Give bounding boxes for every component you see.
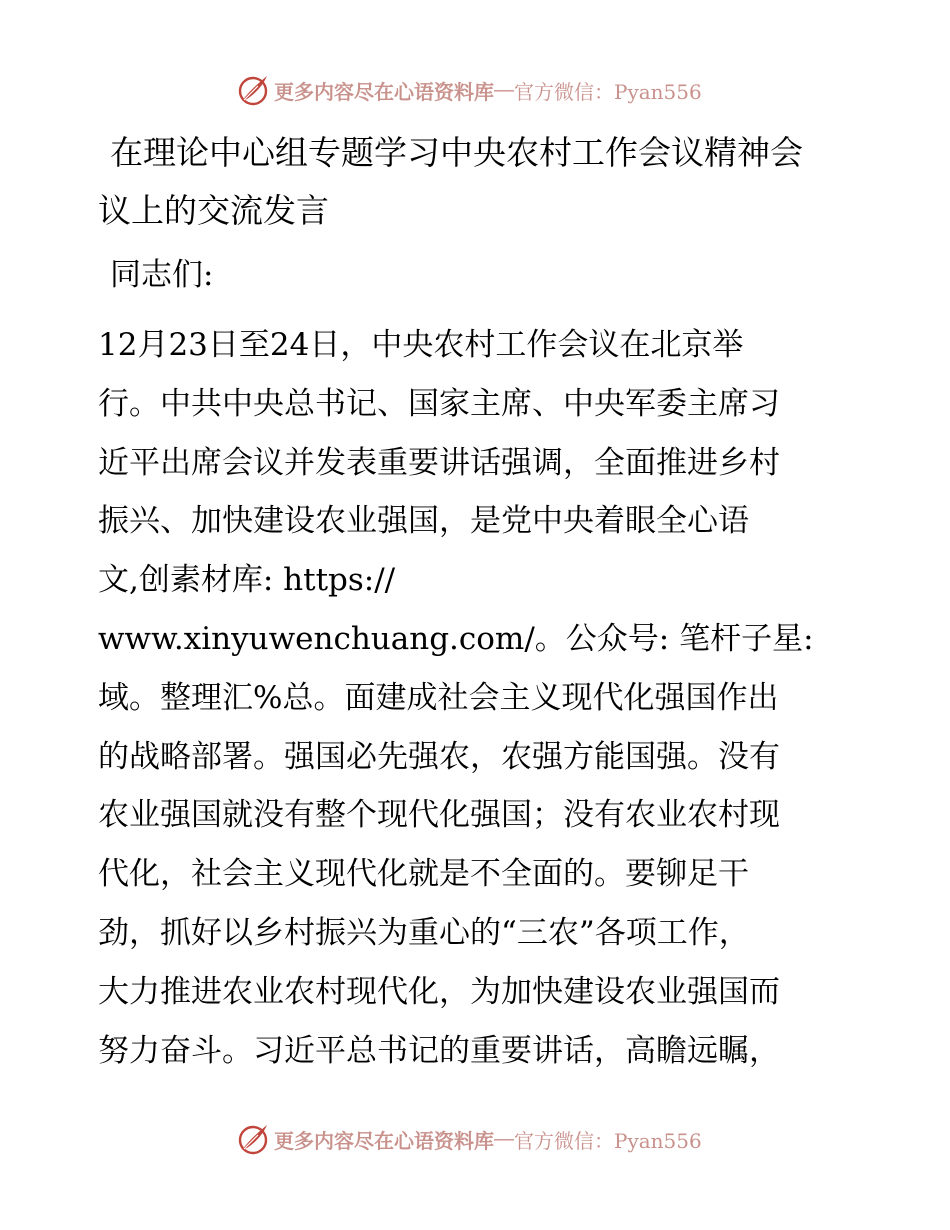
banner-suffix-text: 官方微信：Pyan556 — [514, 79, 702, 104]
greeting — [98, 246, 858, 304]
title-line-1: 在理论中心组专题学习中央农村工作会议精神会 — [110, 133, 803, 172]
banner-main-text: 更多内容尽在心语资料库 — [274, 1128, 494, 1153]
body-line: 代化，社会主义现代化就是不全面的。要铆足干 — [98, 856, 749, 893]
body-line: 域。整理汇%总。面建成社会主义现代化强国作出 — [98, 679, 779, 716]
feather-logo-icon — [236, 73, 270, 107]
banner-suffix-text: 官方微信：Pyan556 — [514, 1128, 702, 1153]
header-banner — [236, 73, 702, 107]
banner-main-text: 更多内容尽在心语资料库 — [274, 79, 494, 104]
body-line: 12月23日至24日，中央农村工作会议在北京举 — [98, 327, 744, 363]
body-line: 近平出席会议并发表重要讲话强调，全面推进乡村 — [98, 444, 780, 481]
body-paragraph — [98, 316, 858, 1080]
body-line: 努力奋斗。习近平总书记的重要讲话，高瞻远瞩， — [98, 1032, 780, 1069]
banner-dash: — — [494, 78, 514, 101]
body-line: 劲，抓好以乡村振兴为重心的“三农”各项工作， — [98, 914, 750, 951]
greeting-text: 同志们: — [110, 257, 214, 293]
body-line: 农业强国就没有整个现代化强国；没有农业农村现 — [98, 797, 780, 834]
body-line: 大力推进农业农村现代化，为加快建设农业强国而 — [98, 973, 780, 1010]
body-line: 的战略部署。强国必先强农，农强方能国强。没有 — [98, 738, 780, 775]
footer-banner — [236, 1122, 702, 1156]
banner-dash: — — [494, 1127, 514, 1150]
body-line: 振兴、加快建设农业强国，是党中央着眼全心语 — [98, 503, 749, 540]
title-line-2: 议上的交流发言 — [98, 191, 329, 230]
document-title — [98, 124, 858, 240]
feather-logo-icon — [236, 1122, 270, 1156]
body-line: 文,创素材库: https:// — [98, 562, 396, 599]
body-line: 行。中共中央总书记、国家主席、中央军委主席习 — [98, 385, 780, 422]
body-line: www.xinyuwenchuang.com/。公众号: 笔杆子星: — [98, 620, 814, 657]
document-body — [98, 124, 858, 1080]
